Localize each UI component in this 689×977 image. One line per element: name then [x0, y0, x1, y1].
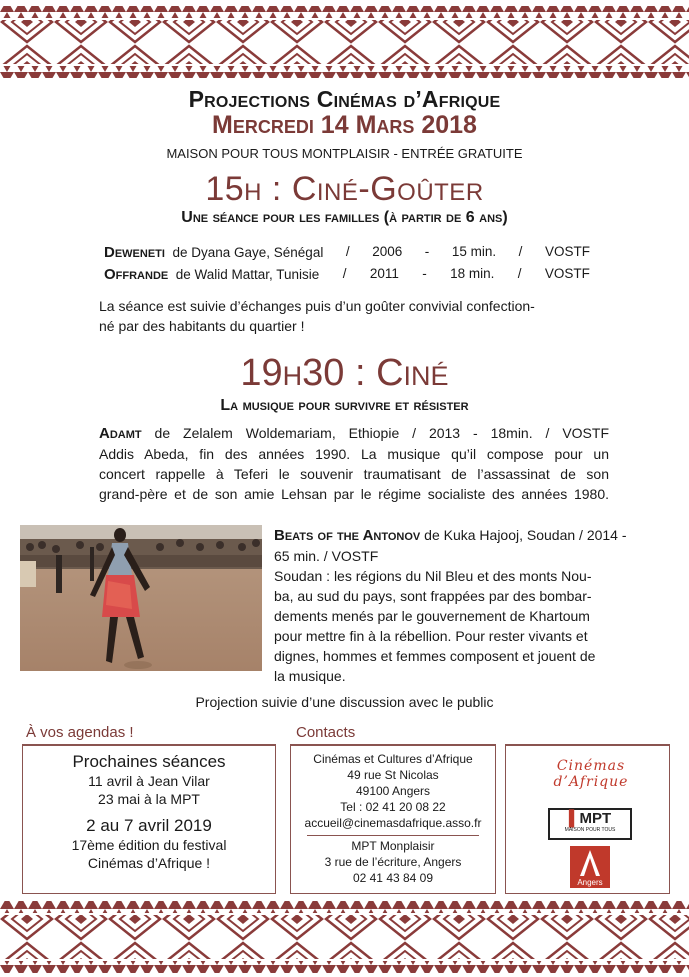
contact-tel: Tel : 02 41 20 08 22: [340, 800, 446, 814]
agenda-line: 11 avril à Jean Vilar: [88, 773, 210, 789]
note-line: né par des habitants du quartier !: [99, 318, 305, 334]
film-title: Beats of the Antonov: [274, 527, 421, 544]
agenda-line: 23 mai à la MPT: [98, 791, 200, 807]
agenda-title: Prochaines séances: [72, 752, 226, 771]
contacts-box: [290, 744, 496, 894]
contact-email[interactable]: accueil@cinemasdafrique.asso.fr: [304, 816, 482, 830]
desc-line: grand-père et de son amie Lehsan par le régime socialiste des années 1980.: [99, 486, 609, 502]
festival-dates: 2 au 7 avril 2019: [86, 816, 212, 835]
desc-line: dignes, hommes et femmes composent et jouent de: [274, 648, 596, 664]
film-description-adamt: [99, 423, 609, 504]
event-venue: MAISON POUR TOUS MONTPLAISIR - ENTRÉE GRATUITE: [166, 146, 523, 161]
desc-line: ba, au sud du pays, sont frappées par des bombar-: [274, 588, 592, 604]
film-title: Deweneti: [104, 244, 165, 261]
film-sep: -: [424, 244, 430, 259]
film-row: [104, 266, 590, 283]
contact-street: 49 rue St Nicolas: [347, 768, 439, 782]
session2-title: 19h30 : Ciné: [240, 352, 449, 394]
film-director: de Walid Mattar, Tunisie: [175, 267, 320, 282]
desc-line: pour mettre fin à la rébellion. Pour rester vivants et: [274, 628, 588, 644]
desc-line: concert rappelle à Teferi le souvenir traumatisant de l’assassinat de son: [99, 466, 609, 482]
session2-subtitle: La musique pour survivre et résister: [220, 397, 469, 414]
session1-note: [99, 296, 599, 336]
angers-logo: [570, 846, 610, 888]
contact-org: Cinémas et Cultures d’Afrique: [313, 752, 473, 766]
contact-tel2: 02 41 43 84 09: [352, 871, 434, 885]
event-date: Mercredi 14 Mars 2018: [212, 111, 477, 139]
logo-text: MAISON POUR TOUS: [564, 827, 616, 833]
agenda-box: [22, 744, 276, 894]
film-photo-dancer: [20, 525, 262, 671]
desc-line: la musique.: [274, 668, 346, 684]
session1-title: 15h : Ciné-Goûter: [205, 170, 484, 208]
film-duration: 15 min.: [451, 244, 497, 259]
logo-text: Cinémas: [556, 758, 626, 774]
film-title: Adamt: [99, 425, 142, 442]
film-year: 2006: [372, 244, 403, 259]
film-sep: /: [342, 266, 347, 281]
logo-text: d’Afrique: [553, 774, 629, 790]
contact-city: 49100 Angers: [355, 784, 431, 798]
film-row: [104, 244, 590, 261]
event-title: Projections Cinémas d’Afrique: [188, 86, 501, 112]
contact-org2: MPT Monplaisir: [351, 839, 435, 853]
decorative-border-bottom: [0, 897, 689, 977]
desc-line: de Kuka Hajooj, Soudan / 2014 -: [424, 527, 627, 543]
film-description-beats: [274, 525, 634, 686]
partner-logos-box: [505, 744, 670, 894]
mpt-logo: ▌MPT MAISON POUR TOUS: [548, 808, 632, 840]
cinemas-dafrique-logo: [536, 758, 646, 790]
film-sep: /: [518, 244, 523, 259]
film-lang: VOSTF: [544, 244, 590, 259]
film-sep: /: [345, 244, 350, 259]
logo-text: Angers: [577, 878, 603, 887]
festival-line: Cinémas d’Afrique !: [87, 855, 211, 871]
desc-line: dements menés par le gouvernement de Khartoum: [274, 608, 590, 624]
note-line: La séance est suivie d’échanges puis d’un goûter convivial confection-: [99, 298, 535, 314]
desc-line: Addis Abeda, fin des années 1990. La musique qu’il compose pour un: [99, 446, 609, 462]
decorative-border-top: [0, 0, 689, 80]
film-year: 2011: [369, 266, 399, 281]
session1-subtitle: Une séance pour les familles (à partir de 6 ans): [181, 209, 508, 226]
desc-line: de Zelalem Woldemariam, Ethiopie / 2013 - 18min. / VOSTF: [154, 425, 609, 441]
film-sep: /: [517, 266, 522, 281]
agenda-header: À vos agendas !: [26, 724, 134, 741]
film-title: Offrande: [104, 266, 169, 283]
desc-line: 65 min. / VOSTF: [274, 548, 379, 564]
film-lang: VOSTF: [544, 266, 590, 281]
festival-line: 17ème édition du festival: [71, 837, 227, 853]
discussion-note: Projection suivie d’une discussion avec le public: [195, 694, 494, 710]
logo-text: MPT: [579, 810, 612, 827]
film-director: de Dyana Gaye, Sénégal: [172, 245, 324, 260]
film-sep: -: [422, 266, 427, 281]
desc-line: Soudan : les régions du Nil Bleu et des monts Nou-: [274, 568, 592, 584]
contacts-header: Contacts: [296, 724, 356, 741]
contact-street2: 3 rue de l’écriture, Angers: [324, 855, 462, 869]
film-duration: 18 min.: [450, 266, 495, 281]
